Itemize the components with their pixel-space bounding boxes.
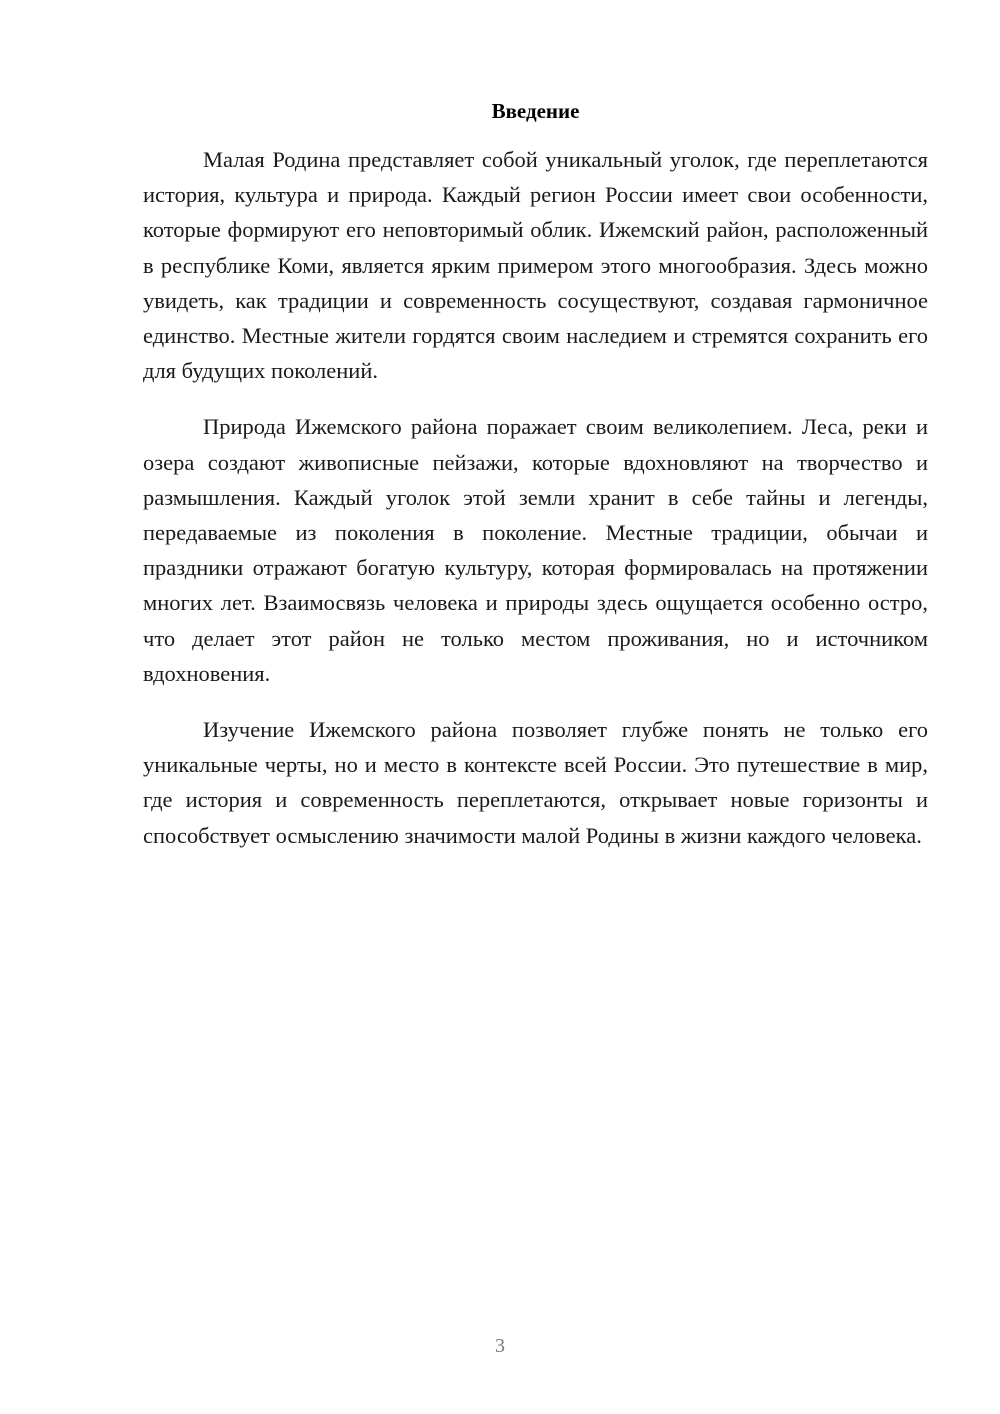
paragraph-3: Изучение Ижемского района позволяет глубже понять не только его уникальные черты, но и место в контексте всей России. Это путешествие в мир, где история и современность переплетаются, открывает новые горизонты и способствует осмыслению значимости малой Родины в жизни каждого человека. <box>143 717 928 848</box>
body-text <box>143 142 928 874</box>
paragraph-2: Природа Ижемского района поражает своим великолепием. Леса, реки и озера создают живописные пейзажи, которые вдохновляют на творчество и размышления. Каждый уголок этой земли хранит в себе тайны и легенды, передаваемые из поколения в поколение. Местные традиции, обычаи и праздники отражают богатую культуру, которая формировалась на протяжении многих лет. Взаимосвязь человека и природы здесь ощущается особенно остро, что делает этот район не только местом проживания, но и источником вдохновения. <box>143 414 928 686</box>
page-number: 3 <box>495 1335 505 1357</box>
section-heading: Введение <box>491 99 580 123</box>
paragraph-1: Малая Родина представляет собой уникальный уголок, где переплетаются история, культура и природа. Каждый регион России имеет свои особенности, которые формируют его неповторимый облик. Ижемский район, расположенный в республике Коми, является ярким примером этого многообразия. Здесь можно увидеть, как традиции и современность сосуществуют, создавая гармоничное единство. Местные жители гордятся своим наследием и стремятся сохранить его для будущих поколений. <box>143 147 928 384</box>
